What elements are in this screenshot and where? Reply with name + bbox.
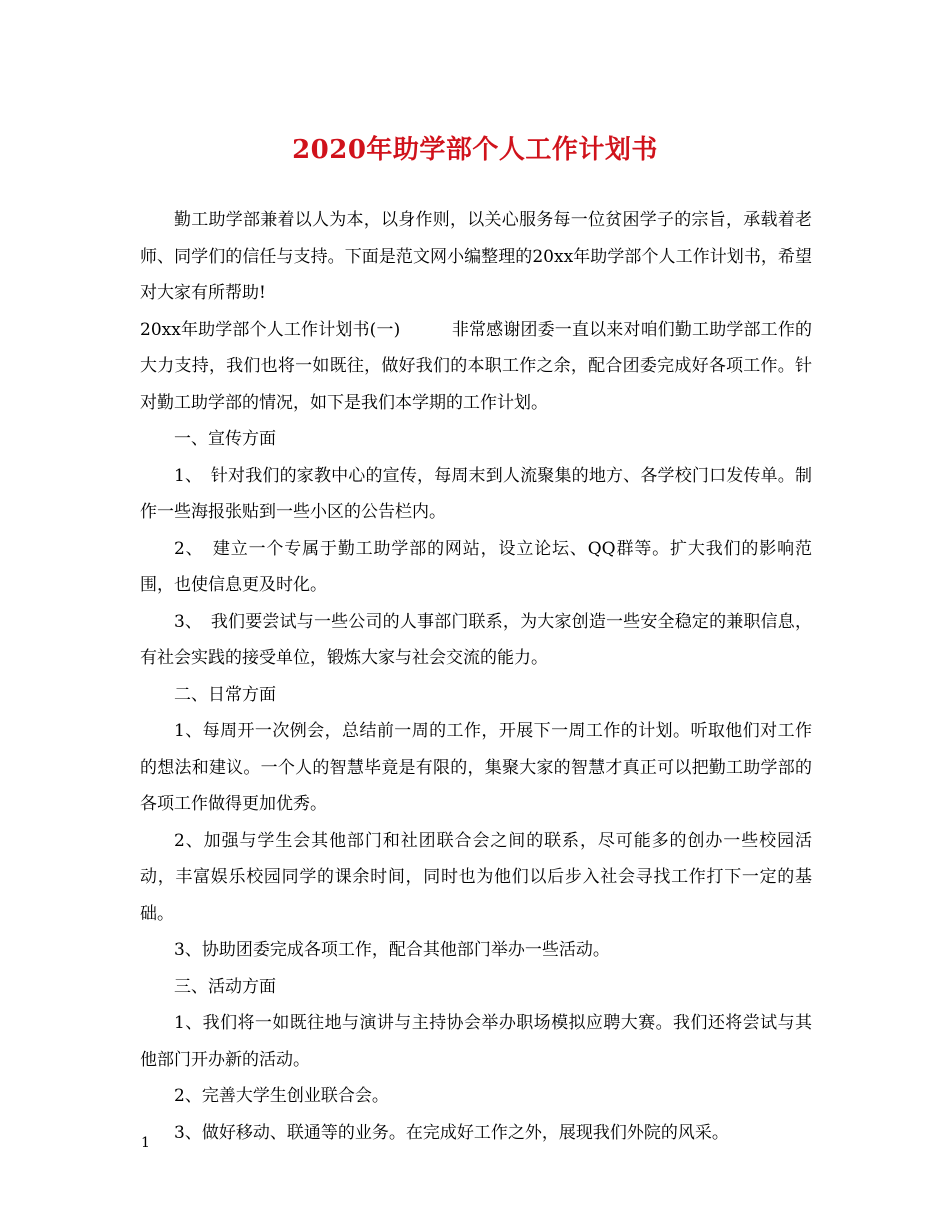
heading-publicity: 一、宣传方面 xyxy=(174,429,276,449)
heading-activities: 三、活动方面 xyxy=(174,976,276,997)
daily-item-3: 3、协助团委完成各项工作，配合其他部门举办一些活动。 xyxy=(174,940,610,960)
page-number: 1 xyxy=(141,1135,150,1151)
document-title: 2020年助学部个人工作计划书 xyxy=(292,135,658,165)
daily-item-1: 1、每周开一次例会，总结前一周的工作，开展下一周工作的计划。听取他们对工作的想法和建议。一个人的智慧毕竟是有限的，集聚大家的智慧才真正可以把勤工助学部的各项工作做得更加优秀。 xyxy=(140,721,812,814)
activities-item-3: 3、做好移动、联通等的业务。在完成好工作之外，展现我们外院的风采。 xyxy=(174,1122,729,1143)
section-intro-paragraph: 20xx年助学部个人工作计划书(一) 非常感谢团委一直以来对咱们勤工助学部工作的大力支持，我们也将一如既往，做好我们的本职工作之余，配合团委完成好各项工作。针对勤工助学部的情况，如下是我们本学期的工作计划。 xyxy=(140,319,812,413)
intro-paragraph: 勤工助学部兼着以人为本，以身作则，以关心服务每一位贫困学子的宗旨，承载着老师、同学们的信任与支持。下面是范文网小编整理的20xx年助学部个人工作计划书，希望对大家有所帮助! xyxy=(140,210,812,303)
publicity-item-2: 2、 建立一个专属于勤工助学部的网站，设立论坛、QQ群等。扩大我们的影响范围，也使信息更及时化。 xyxy=(140,538,812,595)
activities-item-2: 2、完善大学生创业联合会。 xyxy=(174,1086,389,1106)
publicity-item-1: 1、 针对我们的家教中心的宣传，每周末到人流聚集的地方、各学校门口发传单。制作一些海报张贴到一些小区的公告栏内。 xyxy=(140,465,812,522)
activities-item-1: 1、我们将一如既往地与演讲与主持协会举办职场模拟应聘大赛。我们还将尝试与其他部门开办新的活动。 xyxy=(140,1013,812,1070)
daily-item-2: 2、加强与学生会其他部门和社团联合会之间的联系，尽可能多的创办一些校园活动，丰富娱乐校园同学的课余时间，同时也为他们以后步入社会寻找工作打下一定的基础。 xyxy=(140,830,812,924)
heading-daily: 二、日常方面 xyxy=(174,684,276,705)
document-body xyxy=(140,202,812,1151)
publicity-item-3: 3、 我们要尝试与一些公司的人事部门联系，为大家创造一些安全稳定的兼职信息，有社会实践的接受单位，锻炼大家与社会交流的能力。 xyxy=(140,611,812,668)
